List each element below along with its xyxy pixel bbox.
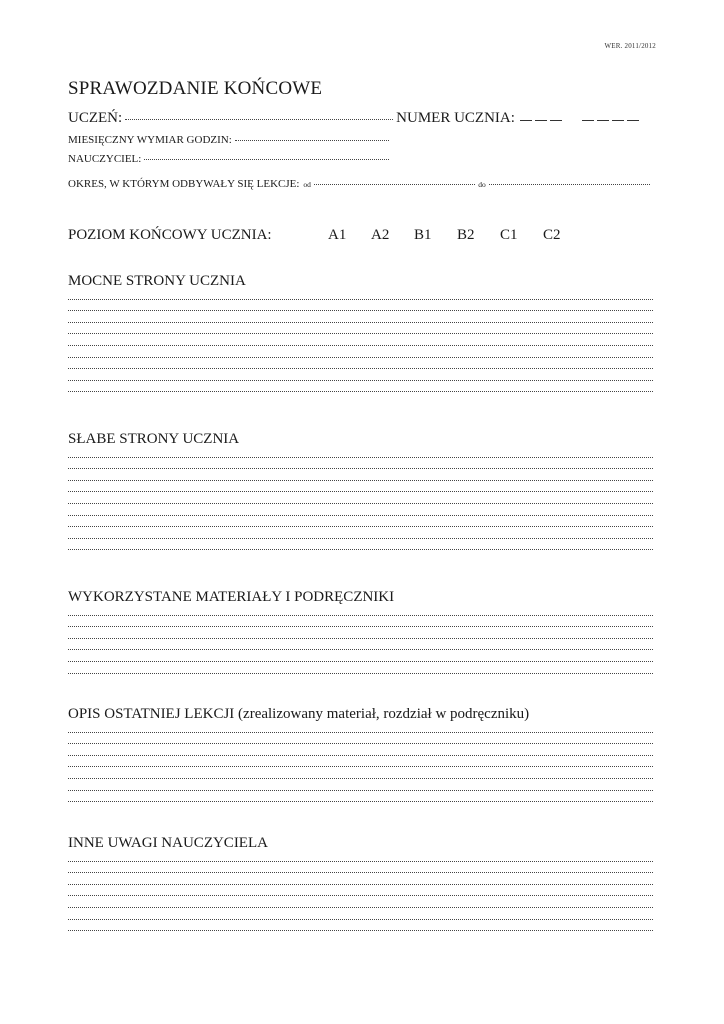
- writing-line[interactable]: [68, 721, 653, 733]
- level-option-c1[interactable]: C1: [500, 227, 518, 243]
- teacher-label: NAUCZYCIEL:: [68, 153, 142, 165]
- level-option-b1[interactable]: B1: [414, 227, 432, 243]
- writing-line[interactable]: [68, 481, 653, 493]
- writing-line[interactable]: [68, 288, 653, 300]
- section-lines-last-lesson[interactable]: [68, 721, 653, 802]
- writing-line[interactable]: [68, 311, 653, 323]
- period-from-field[interactable]: [314, 184, 475, 185]
- period-row: [68, 178, 653, 190]
- student-number-label: NUMER UCZNIA:: [396, 110, 515, 126]
- student-number-field[interactable]: [517, 110, 640, 127]
- section-lines-weaknesses[interactable]: [68, 446, 653, 550]
- writing-line[interactable]: [68, 469, 653, 481]
- writing-line[interactable]: [68, 369, 653, 381]
- section-lines-teacher-notes[interactable]: [68, 850, 653, 931]
- writing-line[interactable]: [68, 779, 653, 791]
- writing-line[interactable]: [68, 516, 653, 528]
- section-title-last-lesson: OPIS OSTATNIEJ LEKCJI (zrealizowany materiał, rozdział w podręczniku): [68, 706, 530, 722]
- writing-line[interactable]: [68, 873, 653, 885]
- writing-line[interactable]: [68, 346, 653, 358]
- writing-line[interactable]: [68, 604, 653, 616]
- writing-line[interactable]: [68, 767, 653, 779]
- section-lines-strengths[interactable]: [68, 288, 653, 392]
- final-level-label: POZIOM KOŃCOWY UCZNIA:: [68, 227, 272, 243]
- writing-line[interactable]: [68, 504, 653, 516]
- writing-line[interactable]: [68, 527, 653, 539]
- writing-line[interactable]: [68, 616, 653, 628]
- period-label: OKRES, W KTÓRYM ODBYWAŁY SIĘ LEKCJE:: [68, 178, 300, 190]
- writing-line[interactable]: [68, 539, 653, 551]
- writing-line[interactable]: [68, 358, 653, 370]
- monthly-hours-field[interactable]: [235, 140, 389, 141]
- writing-line[interactable]: [68, 650, 653, 662]
- writing-line[interactable]: [68, 908, 653, 920]
- final-level-row: [68, 227, 586, 244]
- level-option-a1[interactable]: A1: [328, 227, 347, 243]
- period-from-label: od: [303, 180, 311, 189]
- section-title-strengths: MOCNE STRONY UCZNIA: [68, 273, 246, 289]
- section-title-teacher-notes: INNE UWAGI NAUCZYCIELA: [68, 835, 268, 851]
- writing-line[interactable]: [68, 885, 653, 897]
- writing-line[interactable]: [68, 862, 653, 874]
- monthly-hours-label: MIESIĘCZNY WYMIAR GODZIN:: [68, 134, 232, 146]
- teacher-row: [68, 153, 392, 165]
- writing-line[interactable]: [68, 733, 653, 745]
- section-title-materials: WYKORZYSTANE MATERIAŁY I PODRĘCZNIKI: [68, 589, 395, 605]
- level-option-a2[interactable]: A2: [371, 227, 390, 243]
- level-option-b2[interactable]: B2: [457, 227, 475, 243]
- writing-line[interactable]: [68, 896, 653, 908]
- writing-line[interactable]: [68, 920, 653, 932]
- page-title: SPRAWOZDANIE KOŃCOWE: [68, 78, 323, 99]
- writing-line[interactable]: [68, 744, 653, 756]
- writing-line[interactable]: [68, 662, 653, 674]
- writing-line[interactable]: [68, 791, 653, 803]
- writing-line[interactable]: [68, 639, 653, 651]
- period-to-field[interactable]: [489, 184, 650, 185]
- teacher-field[interactable]: [144, 159, 389, 160]
- writing-line[interactable]: [68, 323, 653, 335]
- writing-line[interactable]: [68, 756, 653, 768]
- writing-line[interactable]: [68, 492, 653, 504]
- section-lines-materials[interactable]: [68, 604, 653, 674]
- monthly-hours-row: [68, 134, 392, 146]
- writing-line[interactable]: [68, 850, 653, 862]
- writing-line[interactable]: [68, 627, 653, 639]
- writing-line[interactable]: [68, 334, 653, 346]
- student-row: [68, 110, 653, 127]
- version-label: WER. 2011/2012: [604, 42, 656, 50]
- student-label: UCZEŃ:: [68, 110, 123, 126]
- period-to-label: do: [478, 180, 486, 189]
- writing-line[interactable]: [68, 300, 653, 312]
- writing-line[interactable]: [68, 381, 653, 393]
- section-title-weaknesses: SŁABE STRONY UCZNIA: [68, 431, 240, 447]
- writing-line[interactable]: [68, 458, 653, 470]
- writing-line[interactable]: [68, 446, 653, 458]
- student-name-field[interactable]: [125, 119, 393, 120]
- level-option-c2[interactable]: C2: [543, 227, 561, 243]
